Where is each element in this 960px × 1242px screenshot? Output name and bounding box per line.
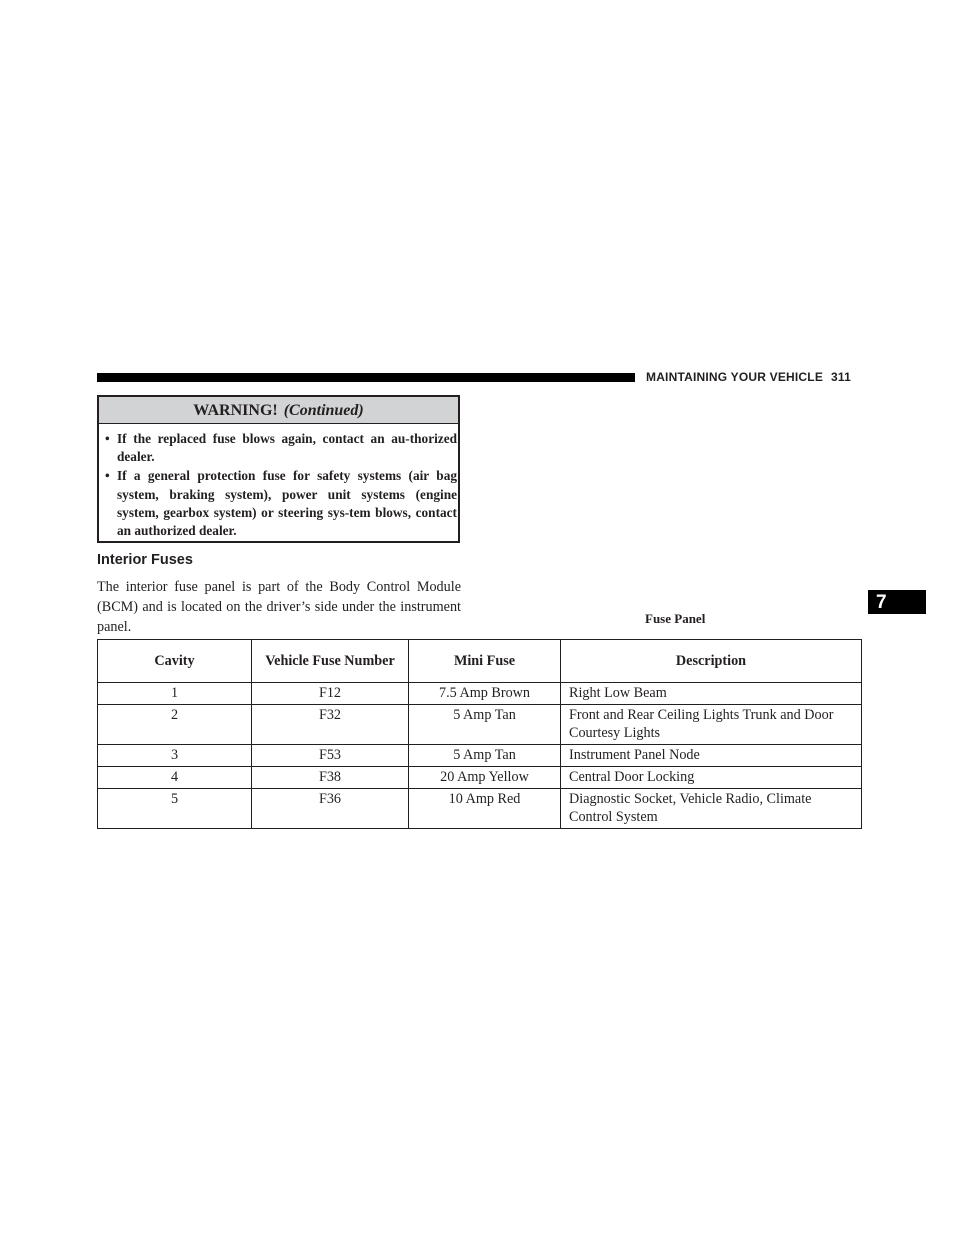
column-header-mini-fuse: Mini Fuse <box>409 640 561 683</box>
cell-cavity: 4 <box>98 767 252 789</box>
column-header-vehicle-fuse-number: Vehicle Fuse Number <box>252 640 409 683</box>
warning-item-text: If the replaced fuse blows again, contact an au-thorized dealer. <box>117 431 457 465</box>
fuse-table <box>97 639 862 829</box>
table-row <box>98 767 862 789</box>
table-row <box>98 705 862 745</box>
header-rule <box>97 373 635 382</box>
running-header <box>646 370 851 384</box>
section-heading: Interior Fuses <box>97 552 193 568</box>
table-row <box>98 745 862 767</box>
warning-item <box>99 467 458 540</box>
bullet-icon: • <box>105 468 110 484</box>
cell-description: Diagnostic Socket, Vehicle Radio, Climate Control System <box>561 789 862 829</box>
warning-list <box>99 424 458 540</box>
cell-mini-fuse: 5 Amp Tan <box>409 705 561 745</box>
cell-fuse: F12 <box>252 683 409 705</box>
section-title: MAINTAINING YOUR VEHICLE <box>646 370 824 384</box>
warning-label: WARNING! <box>193 402 278 419</box>
table-row <box>98 789 862 829</box>
cell-description: Instrument Panel Node <box>561 745 862 767</box>
warning-item <box>99 430 458 466</box>
cell-mini-fuse: 7.5 Amp Brown <box>409 683 561 705</box>
cell-cavity: 5 <box>98 789 252 829</box>
cell-fuse: F53 <box>252 745 409 767</box>
figure-caption: Fuse Panel <box>645 611 706 626</box>
cell-mini-fuse: 20 Amp Yellow <box>409 767 561 789</box>
column-header-description: Description <box>561 640 862 683</box>
cell-fuse: F32 <box>252 705 409 745</box>
cell-description: Central Door Locking <box>561 767 862 789</box>
chapter-tab: 7 <box>868 590 926 614</box>
warning-continued: (Continued) <box>283 402 364 419</box>
bullet-icon: • <box>105 431 110 446</box>
section-paragraph: The interior fuse panel is part of the Body Control Module (BCM) and is located on the driver’s side under the instrument panel. <box>97 579 461 635</box>
table-header-row <box>98 640 862 683</box>
cell-description: Front and Rear Ceiling Lights Trunk and Door Courtesy Lights <box>561 705 862 745</box>
cell-description: Right Low Beam <box>561 683 862 705</box>
cell-fuse: F38 <box>252 767 409 789</box>
warning-item-text: If a general protection fuse for safety systems (air bag system, braking system), power unit systems (engine system, gearbox system) or steering sys-tem blows, contact an authorized dealer. <box>117 468 457 539</box>
cell-cavity: 3 <box>98 745 252 767</box>
warning-title <box>99 397 458 424</box>
cell-fuse: F36 <box>252 789 409 829</box>
warning-box <box>97 395 460 543</box>
column-header-cavity: Cavity <box>98 640 252 683</box>
cell-cavity: 2 <box>98 705 252 745</box>
cell-mini-fuse: 10 Amp Red <box>409 789 561 829</box>
table-row <box>98 683 862 705</box>
cell-cavity: 1 <box>98 683 252 705</box>
page-number: 311 <box>831 370 851 384</box>
cell-mini-fuse: 5 Amp Tan <box>409 745 561 767</box>
